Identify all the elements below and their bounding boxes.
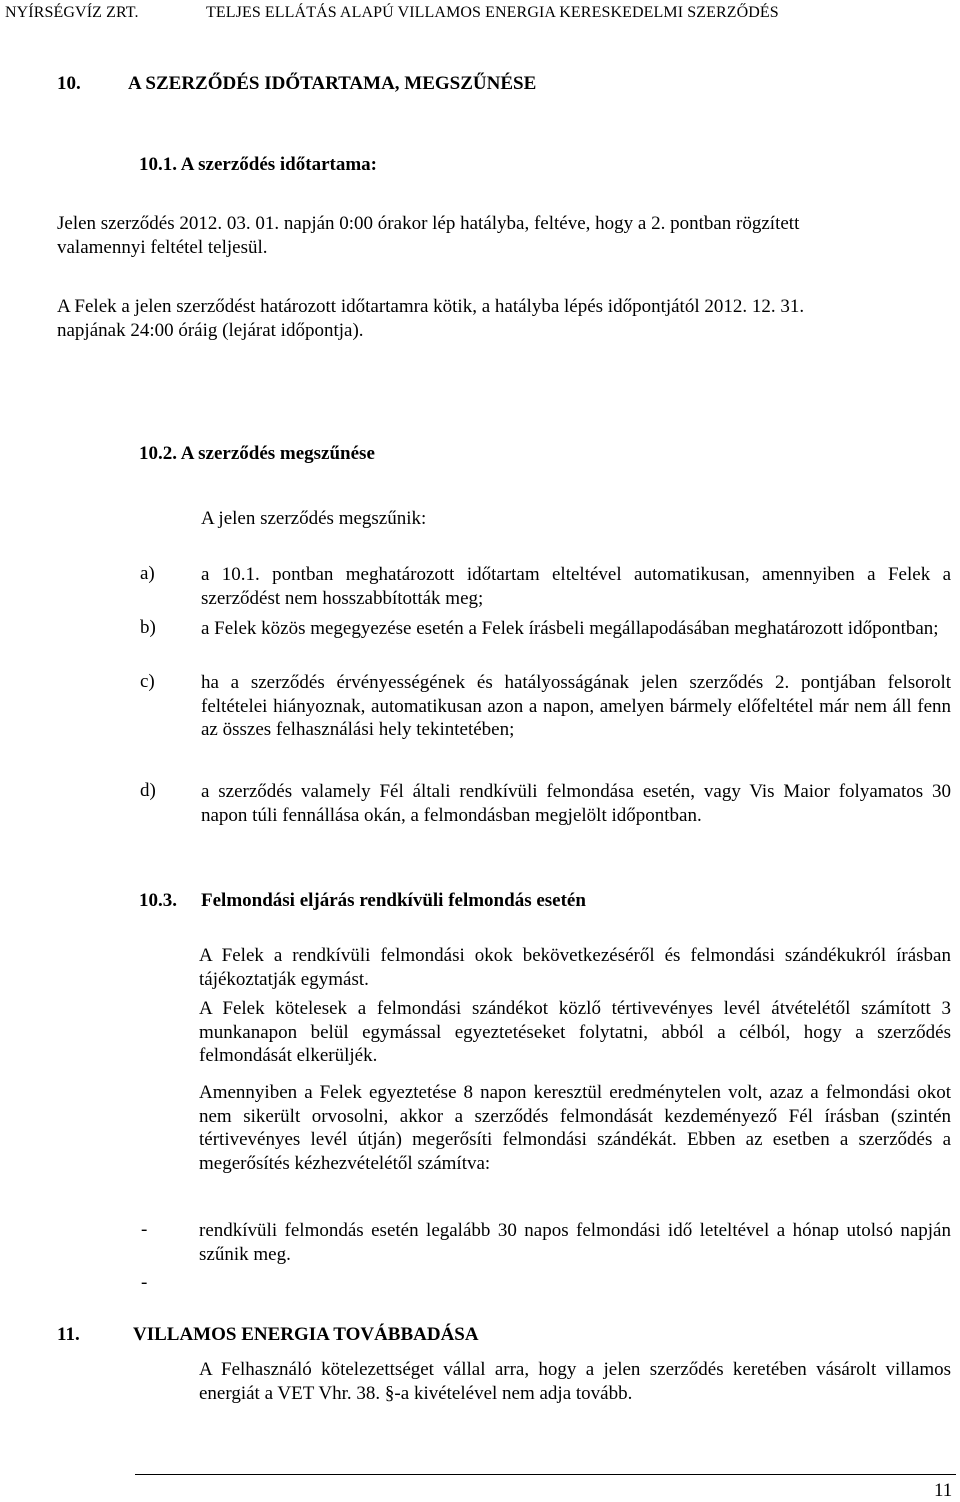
section-10-title: A SZERZŐDÉS IDŐTARTAMA, MEGSZŰNÉSE — [128, 73, 537, 94]
s10-1-para2-line2: napjának 24:00 óráig (lejárat időpontja). — [57, 320, 364, 341]
list-item-text-d: a szerződés valamely Fél általi rendkívüli felmondása esetén, vagy Vis Maior folyamatos 30 napon túli fennállása okán, a felmondásban megjelölt időpontban. — [201, 781, 951, 826]
dash-item-text: rendkívüli felmondás esetén legalább 30 napos felmondási idő leteltével a hónap utolsó napján szűnik meg. — [199, 1220, 951, 1265]
list-item-label-d: d) — [140, 780, 156, 801]
list-item-text-b: a Felek közös megegyezése esetén a Felek írásbeli megállapodásában meghatározott időpontban; — [201, 618, 939, 639]
section-10-1-heading: 10.1. A szerződés időtartama: — [139, 154, 377, 175]
list-item-text-a: a 10.1. pontban meghatározott időtartam elteltével automatikusan, amennyiben a Felek a szerződést nem hosszabbították meg; — [201, 564, 951, 609]
s10-2-intro: A jelen szerződés megszűnik: — [201, 508, 427, 529]
section-10-number: 10. — [57, 73, 81, 94]
s10-3-para1: A Felek a rendkívüli felmondási okok bekövetkezéséről és felmondási szándékukról írásban tájékoztatják egymást. — [199, 945, 951, 990]
dash-bullet: - — [141, 1219, 148, 1240]
list-item-label-b: b) — [140, 617, 156, 638]
list-item-label-c: c) — [140, 671, 155, 692]
header-company: NYÍRSÉGVÍZ ZRT. — [5, 4, 139, 21]
s11-para1: A Felhasználó kötelezettséget vállal arra, hogy a jelen szerződés keretében vásárolt villamos energiát a VET Vhr. 38. §-a kivételével nem adja tovább. — [199, 1359, 951, 1404]
page-number: 11 — [934, 1480, 953, 1501]
section-11-number: 11. — [57, 1324, 80, 1345]
s10-1-para1-line2: valamennyi feltétel teljesül. — [57, 237, 268, 258]
section-10-2-heading: 10.2. A szerződés megszűnése — [139, 443, 375, 464]
s10-3-para2: A Felek kötelesek a felmondási szándékot közlő tértivevényes levél átvételétől számított 3 munkanapon belül egymással egyeztetéseket folytatni, abból a célból, hogy a szerződés felmondását elkerüljék. — [199, 998, 951, 1066]
list-item-text-c: ha a szerződés érvényességének és hatályosságának jelen szerződés 2. pontjában felsorolt feltételei hiányoznak, automatikusan azon a napon, amelyen bármely előfeltétel már nem áll fenn az összes felhasználási hely tekintetében; — [201, 672, 951, 740]
list-item-label-a: a) — [140, 563, 155, 584]
section-10-3-title: Felmondási eljárás rendkívüli felmondás esetén — [201, 890, 586, 911]
s10-3-para3: Amennyiben a Felek egyeztetése 8 napon keresztül eredménytelen volt, azaz a felmondási okot nem sikerült orvosolni, akkor a szerződés felmondását kezdeményező Fél írásban (szintén tértivevényes levél útján) megerősíti felmondási szándékát. Ebben az esetben a szerződés a megerősítés kézhezvételétől számítva: — [199, 1082, 951, 1174]
s10-1-para2-line1: A Felek a jelen szerződést határozott időtartamra kötik, a hatályba lépés időpontjától 2012. 12. 31. — [57, 296, 805, 317]
section-11-title: VILLAMOS ENERGIA TOVÁBBADÁSA — [133, 1324, 479, 1345]
dash-bullet-empty: - — [141, 1272, 148, 1293]
header-title: TELJES ELLÁTÁS ALAPÚ VILLAMOS ENERGIA KERESKEDELMI SZERZŐDÉS — [206, 4, 779, 21]
s10-1-para1-line1: Jelen szerződés 2012. 03. 01. napján 0:00 órakor lép hatályba, feltéve, hogy a 2. pontban rögzített — [57, 213, 800, 234]
footer-rule — [135, 1474, 956, 1475]
section-10-3-number: 10.3. — [139, 890, 177, 911]
